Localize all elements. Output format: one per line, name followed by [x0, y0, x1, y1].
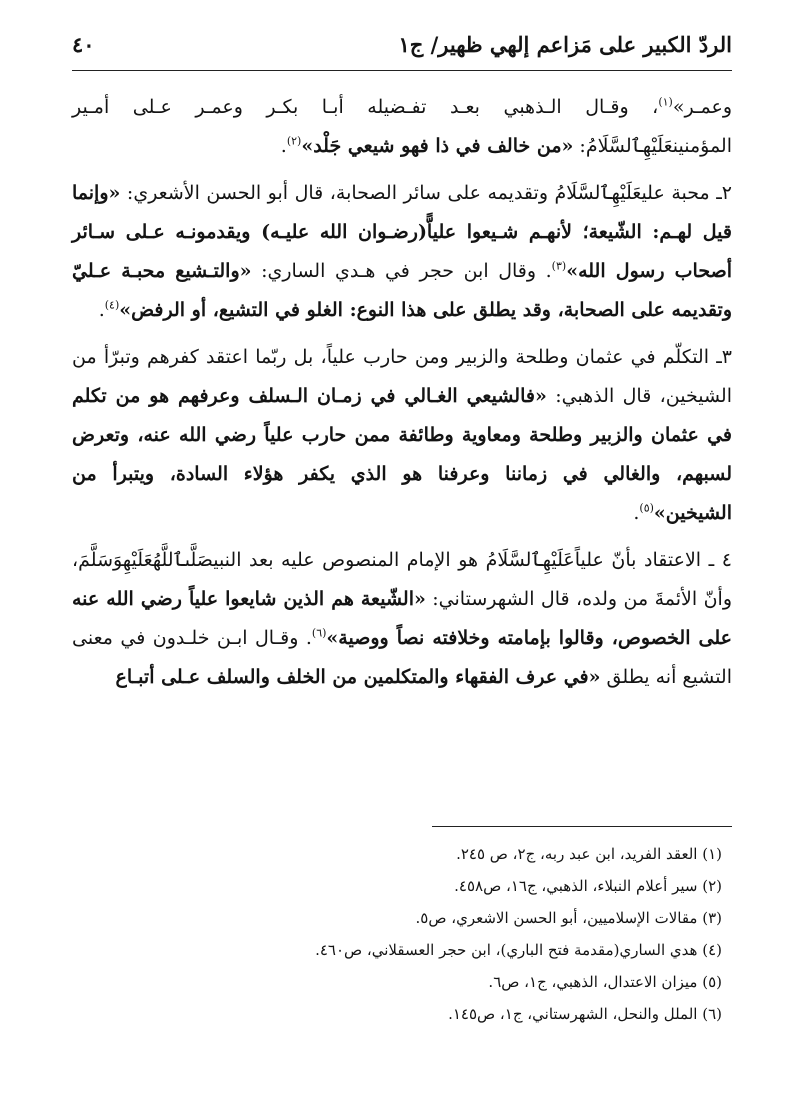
- text-run: وعمـر»: [672, 96, 732, 118]
- page-number: ٤٠: [72, 32, 95, 57]
- text-run: .: [280, 135, 287, 157]
- footnote-reference: (٥): [639, 501, 654, 515]
- running-title: الردّ الكبير على مَزاعم إلهي ظهير/ ج١: [398, 32, 732, 57]
- footnote-reference: (١): [658, 95, 673, 109]
- footnotes-list: [72, 838, 732, 1030]
- quotation: «الشّيعة هم الذين شايعوا علياً رضي الله عنه على الخصوص، وقالوا بإمامته وخلافته نصاً ووصية»: [72, 588, 732, 649]
- footnote: (٣) مقالات الإسلاميين، أبو الحسن الاشعري، ص٥.: [415, 909, 722, 927]
- footnote-reference: (٢): [286, 134, 302, 148]
- text-run: . وقال ابن حجر في هـدي الساري:: [251, 260, 552, 282]
- footnote: (٦) الملل والنحل، الشهرستاني، ج١، ص١٤٥.: [448, 1005, 722, 1023]
- footnote-reference: (٤): [104, 298, 120, 312]
- footnote-reference: (٦): [311, 626, 327, 640]
- quotation: «في عرف الفقهاء والمتكلمين من الخلف والسلف عـلى أتبـاع: [115, 666, 601, 688]
- text-run: ٤ ـ الاعتقاد بأنّ علياًعَلَيْهِٱلسَّلَامُ هو الإمام المنصوص عليه بعد النبيصَلَّىٱللَّهُعَلَيْهِوَسَلَّمَ، وأنّ الأئمةَ من ولده، قال الشهرستاني:: [72, 549, 732, 610]
- quotation: «وإنما قيل لهـم: الشّيعة؛ لأنهـم شـيعوا علياًّ(رضـوان الله عليـه) ويقدمونـه عـلى سـائر أصحاب رسول الله»: [72, 182, 733, 282]
- footnote-reference: (٣): [551, 259, 567, 273]
- footnote: (١) العقد الفريد، ابن عبد ربه، ج٢، ص ٢٤٥.: [456, 845, 722, 863]
- paragraph: [72, 174, 732, 330]
- paragraph: [72, 541, 732, 697]
- paragraph: [72, 88, 732, 166]
- quotation: «والتـشيع محبـة عـليّ وتقديمه على الصحابة، وقد يطلق على هذا النوع: الغلو في التشيع، أو الرفض»: [72, 260, 732, 321]
- quotation: «فالشيعي الغـالي في زمـان الـسلف وعرفهم هو من تكلم في عثمان والزبير وطلحة ومعاوية وطائفة ممن حارب علياً رضي الله عنه، وتعرض لسبهم، والغالي في زماننا وعرفنا هو الذي يكفر هؤلاء السادة، ويتبرأ من الشيخين»: [72, 385, 732, 524]
- text-run: ٢ـ محبة عليعَلَيْهِٱلسَّلَامُ وتقديمه على سائر الصحابة، قال أبو الحسن الأشعري:: [120, 182, 732, 204]
- text-run: .: [633, 502, 640, 524]
- footnote: (٢) سير أعلام النبلاء، الذهبي، ج١٦، ص٤٥٨.: [454, 877, 722, 895]
- page-header: [72, 30, 732, 71]
- text-run: . وقـال ابـن خلـدون في معنى التشيع أنه يطلق: [72, 627, 732, 688]
- text-run: ٣ـ التكلّم في عثمان وطلحة والزبير ومن حارب علياً، بل ربّما اعتقد كفرهم وتبرّأ من الشيخين، قال الذهبي:: [72, 346, 733, 407]
- quotation: «من خالف في ذا فهو شيعي جَلْد»: [301, 135, 574, 157]
- text-run: .: [98, 299, 105, 321]
- footnote: (٥) ميزان الاعتدال، الذهبي، ج١، ص٦.: [488, 973, 722, 991]
- body-text: [72, 88, 732, 705]
- text-run: ، وقـال الـذهبي بعـد تفـضيله أبـا بكـر وعمـر عـلى أمـير المؤمنينعَلَيْهِٱلسَّلَامُ:: [72, 96, 732, 157]
- footnote-separator: [432, 826, 732, 827]
- footnote: (٤) هدي الساري(مقدمة فتح الباري)، ابن حجر العسقلاني، ص٤٦٠.: [315, 941, 722, 959]
- paragraph: [72, 338, 732, 533]
